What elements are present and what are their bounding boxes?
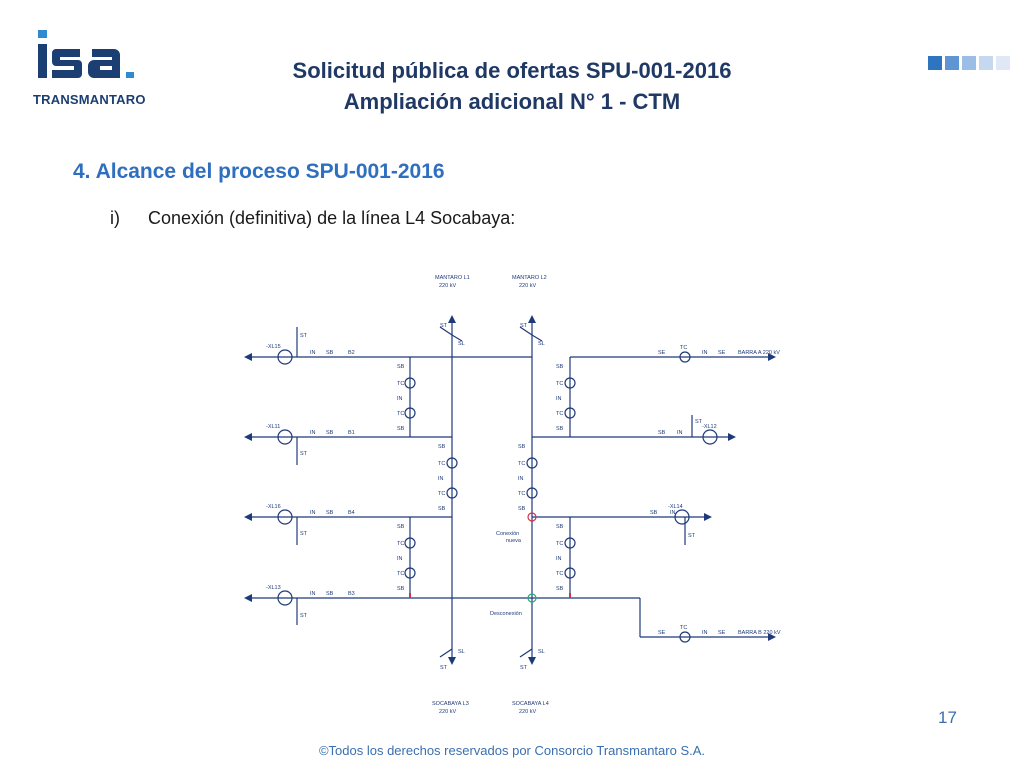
svg-text:IN: IN bbox=[397, 396, 403, 402]
svg-text:IN: IN bbox=[702, 630, 708, 636]
decor-square bbox=[945, 56, 959, 70]
svg-text:SB: SB bbox=[326, 350, 334, 356]
svg-text:ST: ST bbox=[520, 323, 528, 329]
svg-text:SB: SB bbox=[397, 586, 405, 592]
svg-text:SB: SB bbox=[650, 510, 658, 516]
page-title bbox=[0, 55, 1024, 117]
svg-text:TC: TC bbox=[556, 541, 564, 547]
barra-b-label: BARRA B 220 kV bbox=[738, 630, 781, 636]
disconnection-label: Desconexión bbox=[490, 611, 522, 617]
svg-text:SB: SB bbox=[518, 506, 526, 512]
svg-text:SL: SL bbox=[458, 649, 465, 655]
svg-text:TC: TC bbox=[556, 411, 564, 417]
title-line-2: Ampliación adicional N° 1 - CTM bbox=[343, 89, 681, 114]
bullet-item bbox=[110, 208, 515, 229]
svg-text:SB: SB bbox=[326, 510, 334, 516]
svg-text:SB: SB bbox=[326, 430, 334, 436]
svg-text:IN: IN bbox=[438, 476, 444, 482]
svg-text:SE: SE bbox=[718, 350, 726, 356]
svg-text:SL: SL bbox=[538, 341, 545, 347]
reactor-label: -XL15 bbox=[266, 344, 281, 350]
svg-text:IN: IN bbox=[310, 350, 316, 356]
svg-text:TC: TC bbox=[680, 345, 688, 351]
svg-text:SB: SB bbox=[556, 524, 564, 530]
line-bottom-4-name: SOCABAYA L4 bbox=[512, 701, 549, 707]
bar-label: B2 bbox=[348, 350, 355, 356]
svg-text:SB: SB bbox=[556, 586, 564, 592]
reactor-label: -XL16 bbox=[266, 504, 281, 510]
decor-square bbox=[962, 56, 976, 70]
svg-text:IN: IN bbox=[670, 510, 676, 516]
svg-text:ST: ST bbox=[440, 665, 448, 671]
reactor-label: -XL13 bbox=[266, 585, 281, 591]
svg-text:SE: SE bbox=[658, 350, 666, 356]
svg-text:ST: ST bbox=[300, 451, 308, 457]
barra-a-label: BARRA A 220 kV bbox=[738, 350, 780, 356]
decor-square bbox=[996, 56, 1010, 70]
svg-text:TC: TC bbox=[518, 491, 526, 497]
svg-text:IN: IN bbox=[310, 591, 316, 597]
svg-text:ST: ST bbox=[695, 419, 703, 425]
bar-label: B4 bbox=[348, 510, 355, 516]
line-top-2-voltage: 220 kV bbox=[519, 283, 537, 289]
decor-square bbox=[928, 56, 942, 70]
line-top-1-name: MANTARO L1 bbox=[435, 275, 470, 281]
line-bottom-3-voltage: 220 kV bbox=[439, 709, 457, 715]
line-bottom-4-voltage: 220 kV bbox=[519, 709, 537, 715]
svg-text:ST: ST bbox=[688, 533, 696, 539]
svg-text:SB: SB bbox=[518, 444, 526, 450]
svg-text:SL: SL bbox=[458, 341, 465, 347]
svg-text:SB: SB bbox=[438, 506, 446, 512]
line-top-1-voltage: 220 kV bbox=[439, 283, 457, 289]
svg-text:IN: IN bbox=[702, 350, 708, 356]
svg-text:TC: TC bbox=[438, 491, 446, 497]
svg-text:SE: SE bbox=[718, 630, 726, 636]
svg-text:IN: IN bbox=[556, 556, 562, 562]
svg-text:SB: SB bbox=[397, 426, 405, 432]
svg-text:IN: IN bbox=[556, 396, 562, 402]
copyright-footer: ©Todos los derechos reservados por Consorcio Transmantaro S.A. bbox=[318, 743, 706, 758]
svg-text:IN: IN bbox=[310, 430, 316, 436]
line-bottom-3-name: SOCABAYA L3 bbox=[432, 701, 469, 707]
svg-text:TC: TC bbox=[556, 571, 564, 577]
svg-text:ST: ST bbox=[300, 333, 308, 339]
title-line-1: Solicitud pública de ofertas SPU-001-2016 bbox=[292, 58, 732, 83]
bullet-text: Conexión (definitiva) de la línea L4 Socabaya: bbox=[148, 208, 516, 228]
logo-subtitle: TRANSMANTARO bbox=[33, 92, 146, 107]
svg-text:ST: ST bbox=[520, 665, 528, 671]
svg-text:IN: IN bbox=[518, 476, 524, 482]
svg-text:ST: ST bbox=[440, 323, 448, 329]
svg-text:TC: TC bbox=[556, 381, 564, 387]
svg-text:SB: SB bbox=[326, 591, 334, 597]
connection-label: Conexión bbox=[496, 531, 520, 537]
svg-text:ST: ST bbox=[300, 531, 308, 537]
reactor-label: -XL11 bbox=[266, 424, 281, 430]
svg-text:SB: SB bbox=[556, 426, 564, 432]
single-line-diagram bbox=[240, 265, 800, 715]
reactor-label: -XL12 bbox=[702, 424, 717, 430]
svg-text:SE: SE bbox=[658, 630, 666, 636]
svg-text:IN: IN bbox=[397, 556, 403, 562]
svg-text:SB: SB bbox=[397, 364, 405, 370]
svg-text:SB: SB bbox=[438, 444, 446, 450]
svg-text:SL: SL bbox=[538, 649, 545, 655]
line-top-2-name: MANTARO L2 bbox=[512, 275, 547, 281]
connection-sub-label: nueva bbox=[506, 538, 521, 544]
svg-text:TC: TC bbox=[397, 381, 405, 387]
svg-text:IN: IN bbox=[677, 430, 683, 436]
svg-text:TC: TC bbox=[397, 571, 405, 577]
svg-text:SB: SB bbox=[658, 430, 666, 436]
svg-text:TC: TC bbox=[438, 461, 446, 467]
page-number: 17 bbox=[938, 708, 957, 727]
bullet-number: i) bbox=[110, 208, 120, 228]
svg-text:IN: IN bbox=[310, 510, 316, 516]
svg-text:SB: SB bbox=[397, 524, 405, 530]
bar-label: B3 bbox=[348, 591, 355, 597]
svg-text:TC: TC bbox=[680, 625, 688, 631]
section-title: 4. Alcance del proceso SPU-001-2016 bbox=[73, 160, 445, 183]
bar-label: B1 bbox=[348, 430, 355, 436]
svg-text:TC: TC bbox=[397, 411, 405, 417]
svg-text:SB: SB bbox=[556, 364, 564, 370]
reactor-label: -XL14 bbox=[668, 504, 683, 510]
svg-text:ST: ST bbox=[300, 613, 308, 619]
svg-text:TC: TC bbox=[397, 541, 405, 547]
decor-square bbox=[979, 56, 993, 70]
svg-text:TC: TC bbox=[518, 461, 526, 467]
